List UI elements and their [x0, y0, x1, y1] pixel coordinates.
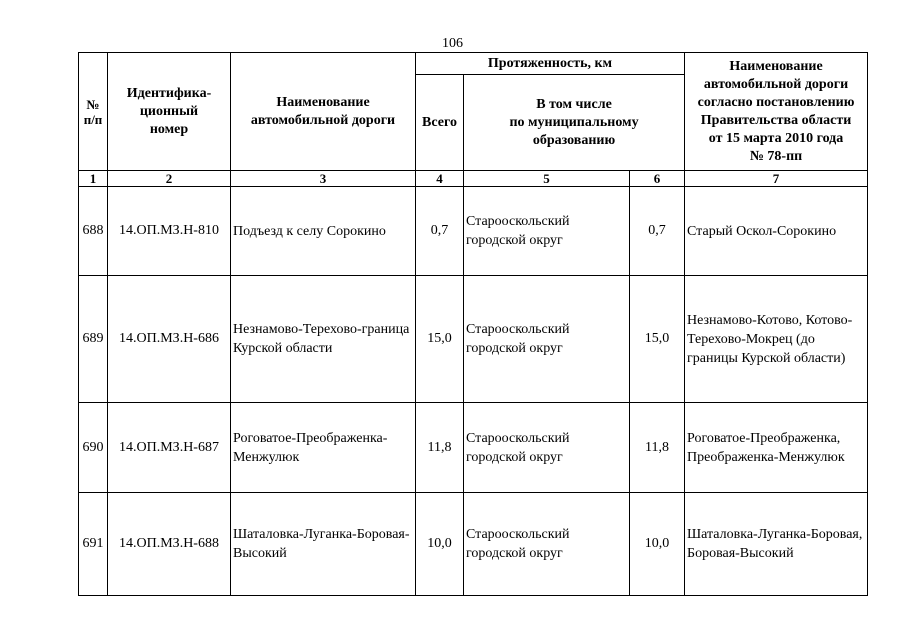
row-number: 690	[79, 403, 108, 493]
column-number: 6	[630, 171, 685, 187]
table-row	[79, 276, 868, 403]
municipal-length: 0,7	[630, 187, 685, 276]
header-col-length-group-label: Протяженность, км	[487, 55, 613, 71]
municipality: Старооскольский городской округ	[464, 403, 630, 493]
road-id: 14.ОП.МЗ.Н-686	[108, 276, 231, 403]
header-col-total-label: Всего	[422, 114, 457, 130]
header-col-id-label: Идентифика- ционный номер	[126, 85, 212, 137]
municipality: Старооскольский городской округ	[464, 276, 630, 403]
municipal-length: 10,0	[630, 493, 685, 596]
header-row-top	[79, 53, 868, 75]
roads-table	[78, 52, 868, 596]
municipal-length: 11,8	[630, 403, 685, 493]
road-name: Роговатое-Преображенка-Менжулюк	[231, 403, 416, 493]
header-col-municipal-label: В том числе по муниципальному образованию	[509, 96, 639, 148]
header-col-decree-label: Наименование автомобильной дороги согласно постановлению Правительства области от 15 марта 2010 года № 78-пп	[697, 58, 855, 164]
decree-road-name: Старый Оскол-Сорокино	[685, 187, 868, 276]
total-length: 10,0	[416, 493, 464, 596]
road-id: 14.ОП.МЗ.Н-688	[108, 493, 231, 596]
road-id: 14.ОП.МЗ.Н-810	[108, 187, 231, 276]
table-row	[79, 403, 868, 493]
header-col-no	[79, 53, 108, 171]
column-number: 7	[685, 171, 868, 187]
total-length: 11,8	[416, 403, 464, 493]
decree-road-name: Незнамово-Котово, Котово-Терехово-Мокрец (до границы Курской области)	[685, 276, 868, 403]
decree-road-name: Роговатое-Преображенка, Преображенка-Менжулюк	[685, 403, 868, 493]
road-name: Шаталовка-Луганка-Боровая-Высокий	[231, 493, 416, 596]
column-number: 4	[416, 171, 464, 187]
header-col-name-label: Наименование автомобильной дороги	[250, 94, 396, 128]
column-number: 1	[79, 171, 108, 187]
table-row	[79, 187, 868, 276]
table-row	[79, 493, 868, 596]
header-col-municipal	[464, 75, 685, 171]
municipal-length: 15,0	[630, 276, 685, 403]
header-col-no-label: № п/п	[83, 96, 103, 127]
municipality: Старооскольский городской округ	[464, 187, 630, 276]
road-name: Подъезд к селу Сорокино	[231, 187, 416, 276]
column-number: 5	[464, 171, 630, 187]
row-number: 689	[79, 276, 108, 403]
header-col-decree	[685, 53, 868, 171]
row-number: 691	[79, 493, 108, 596]
header-col-total	[416, 75, 464, 171]
header-col-name	[231, 53, 416, 171]
row-number: 688	[79, 187, 108, 276]
page-number: 106	[442, 36, 463, 51]
municipality: Старооскольский городской округ	[464, 493, 630, 596]
road-name: Незнамово-Терехово-граница Курской области	[231, 276, 416, 403]
total-length: 15,0	[416, 276, 464, 403]
column-number-row	[79, 171, 868, 187]
road-id: 14.ОП.МЗ.Н-687	[108, 403, 231, 493]
column-number: 2	[108, 171, 231, 187]
decree-road-name: Шаталовка-Луганка-Боровая, Боровая-Высокий	[685, 493, 868, 596]
header-col-id	[108, 53, 231, 171]
column-number: 3	[231, 171, 416, 187]
header-col-length-group	[416, 53, 685, 75]
total-length: 0,7	[416, 187, 464, 276]
